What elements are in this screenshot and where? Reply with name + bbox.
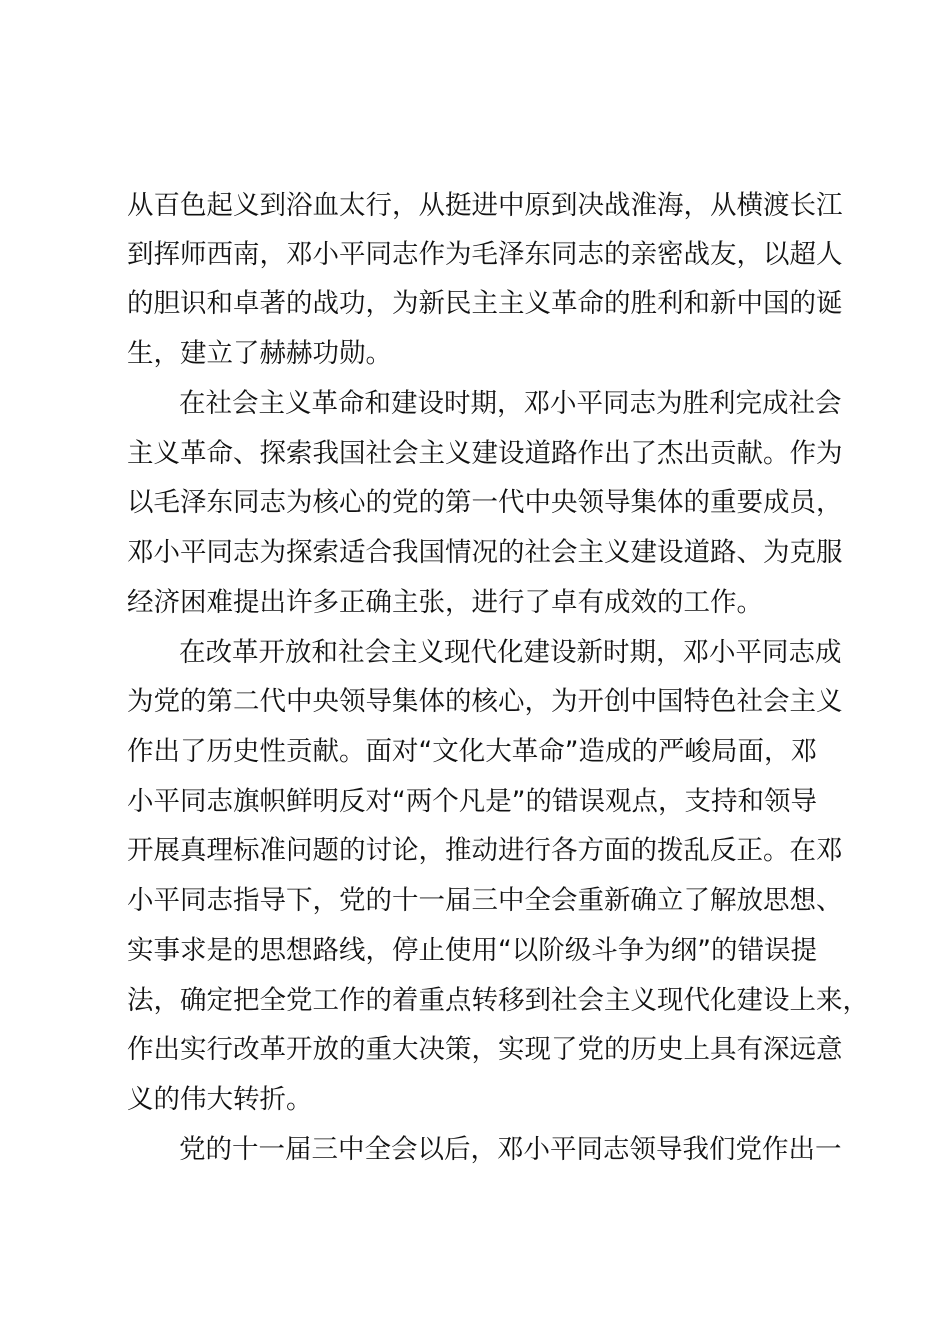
paragraph-first-line: 在社会主义革命和建设时期，邓小平同志为胜利完成社会 (179, 388, 842, 419)
text-line: 实事求是的思想路线，停止使用“以阶级斗争为纲”的错误提 (127, 935, 817, 966)
text-line: 义的伟大转折。 (127, 1084, 313, 1115)
paragraph-first-line: 党的十一届三中全会以后，邓小平同志领导我们党作出一 (179, 1134, 842, 1165)
text-line: 法，确定把全党工作的着重点转移到社会主义现代化建设上来， (127, 985, 869, 1016)
text-line: 经济困难提出许多正确主张，进行了卓有成效的工作。 (127, 587, 763, 618)
text-line: 的胆识和卓著的战功，为新民主主义革命的胜利和新中国的诞 (127, 288, 843, 319)
text-line: 作出实行改革开放的重大决策，实现了党的历史上具有深远意 (127, 1034, 843, 1065)
text-line: 小平同志旗帜鲜明反对“两个凡是”的错误观点，支持和领导 (127, 786, 817, 817)
text-line: 开展真理标准问题的讨论，推动进行各方面的拨乱反正。在邓 (127, 835, 843, 866)
text-line: 小平同志指导下，党的十一届三中全会重新确立了解放思想、 (127, 885, 843, 916)
paragraph-first-line: 在改革开放和社会主义现代化建设新时期，邓小平同志成 (179, 637, 842, 668)
text-line: 主义革命、探索我国社会主义建设道路作出了杰出贡献。作为 (127, 438, 843, 469)
text-line: 从百色起义到浴血太行，从挺进中原到决战淮海，从横渡长江 (127, 190, 843, 221)
text-line: 到挥师西南，邓小平同志作为毛泽东同志的亲密战友，以超人 (127, 239, 843, 270)
text-line: 以毛泽东同志为核心的党的第一代中央领导集体的重要成员， (127, 487, 843, 518)
text-line: 作出了历史性贡献。面对“文化大革命”造成的严峻局面，邓 (127, 736, 817, 767)
text-line: 邓小平同志为探索适合我国情况的社会主义建设道路、为克服 (127, 537, 843, 568)
text-line: 生，建立了赫赫功勋。 (127, 338, 392, 369)
text-line: 为党的第二代中央领导集体的核心，为开创中国特色社会主义 (127, 686, 843, 717)
